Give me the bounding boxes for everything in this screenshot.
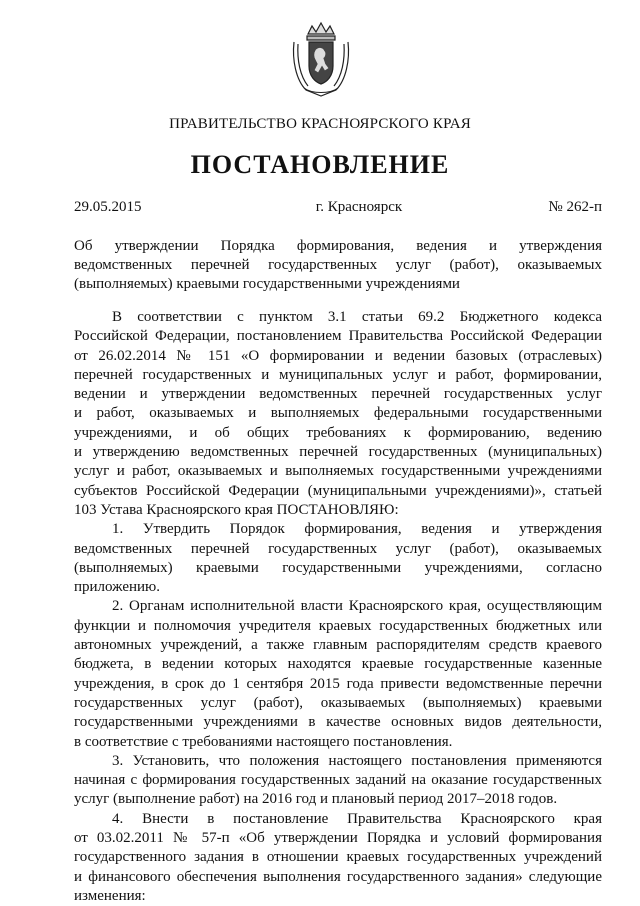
body-line: от 26.02.2014 № 151 «О формировании и ведении базовых (отраслевых) [74,347,602,364]
body-line: ведении и утверждении ведомственных перечней государственных услуг [74,386,602,403]
body-line: субъектов Российской Федерации (муниципальными учреждениями)», статьей [74,482,602,499]
body-line: функции и полномочия учредителя краевых государственных бюджетных или [74,617,602,634]
body-line: и финансового обеспечения выполнения государственного задания» следующие [74,868,602,885]
body-line: от 03.02.2011 № 57-п «Об утверждении Порядка и условий формирования [74,830,602,847]
body-line: учреждениями, и об общих требованиях к формированию, ведению [74,424,602,441]
document-meta [74,199,602,216]
subject-line: ведомственных перечней государственных услуг (работ), оказываемых [74,257,602,273]
body-line: и утверждению ведомственных перечней государственных (муниципальных) [74,444,602,461]
body-line: 4. Внести в постановление Правительства Красноярского края [112,810,602,827]
body-line: и работ, оказываемых и выполняемых федеральными государственными [74,405,602,422]
body-line: 2. Органам исполнительной власти Красноярского края, осуществляющим [112,598,602,615]
body-line: Российской Федерации, постановлением Правительства Российской Федерации [74,328,602,345]
document-subject [74,237,602,294]
document-type-title: ПОСТАНОВЛЕНИЕ [190,150,450,179]
body-line: услуг (выполнение работ) на 2016 год и плановый период 2017–2018 годов. [74,791,558,808]
body-line: государственного задания в отношении краевых государственных учреждений [74,849,602,866]
document-city: г. Красноярск [315,199,403,215]
body-line: государственных услуг (работ), оказываемых (выполняемых) краевыми [74,694,602,711]
body-line: начиная с формирования государственных заданий на оказание государственных [74,772,602,789]
body-line: 3. Установить, что положения настоящего постановления применяются [112,752,602,769]
body-line: В соответствии с пунктом 3.1 статьи 69.2 Бюджетного кодекса [112,309,602,325]
document-number: № 262-п [548,199,602,215]
subject-line: Об утверждении Порядка формирования, ведения и утверждения [74,238,602,254]
body-line: 1. Утвердить Порядок формирования, ведения и утверждения [112,521,602,538]
body-line: учреждения, в срок до 1 сентября 2015 года привести ведомственные перечни [74,675,602,692]
body-line: приложению. [74,579,161,596]
body-line: ведомственных перечней государственных услуг (работ), оказываемых [74,540,602,557]
body-line: перечней государственных и муниципальных услуг и работ, формировании, [74,366,602,383]
subject-line: (выполняемых) краевыми государственными учреждениями [74,276,460,292]
body-line: бюджета, в ведении которых находятся краевые государственные казенные [74,656,602,673]
body-line: государственными учреждениями в качестве основных видов деятельности, [74,714,602,731]
coat-of-arms-icon [290,20,352,98]
body-line: изменения: [74,887,146,904]
body-line: (выполняемых) краевыми государственными учреждениями, согласно [74,559,602,576]
body-line: автономных учреждений, а также главным распорядителям средств краевого [74,637,602,654]
document-date: 29.05.2015 [74,199,142,215]
body-line: 103 Устава Красноярского края ПОСТАНОВЛЯЮ: [74,501,399,518]
organization-title: ПРАВИТЕЛЬСТВО КРАСНОЯРСКОГО КРАЯ [169,116,471,132]
body-line: в соответствие с требованиями настоящего постановления. [74,733,453,750]
body-line: услуг и работ, оказываемых и выполняемых государственными учреждениями [74,463,602,480]
document-body [74,308,602,906]
